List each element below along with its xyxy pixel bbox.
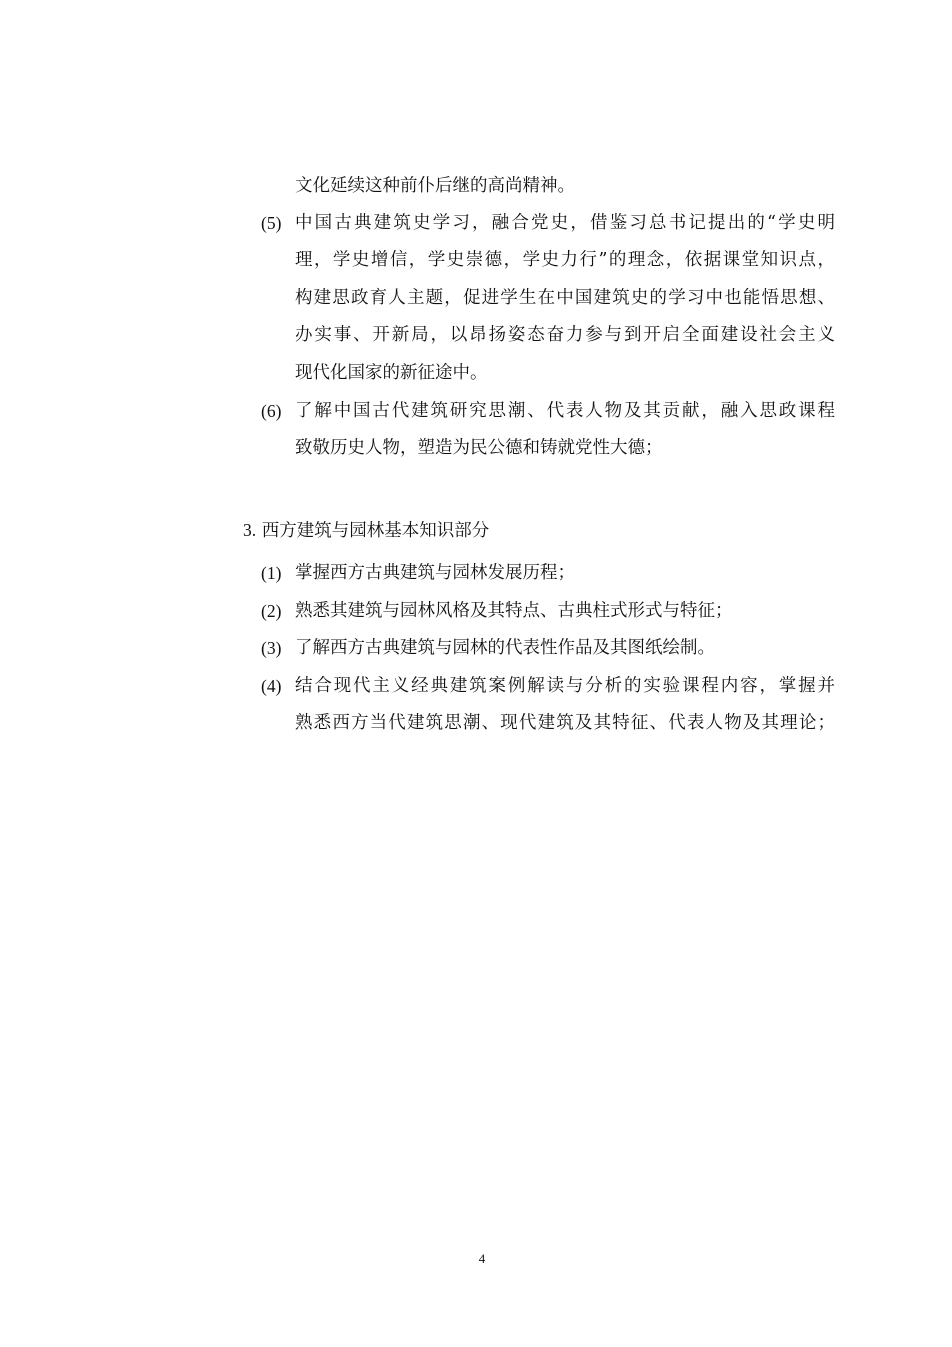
list-item-line: 现代化国家的新征途中。: [295, 363, 488, 383]
section-heading: [243, 518, 489, 543]
list-item-line: 致敬历史人物，塑造为民公德和铸就党性大德；: [295, 438, 663, 458]
list-item-number: (6): [261, 401, 282, 421]
page-number: 4: [478, 1251, 486, 1266]
list-item-number: (4): [261, 676, 282, 696]
list-item-line: 熟悉西方当代建筑思潮、现代建筑及其特征、代表人物及其理论；: [295, 713, 835, 733]
list-item-line: 了解中国古代建筑研究思潮、代表人物及其贡献，融入思政课程: [295, 401, 835, 421]
list-item-line: 理，学史增信，学史崇德，学史力行”的理念，依据课堂知识点，: [295, 250, 835, 270]
list-item-number: (1): [261, 563, 282, 583]
continuation-line: 文化延续这种前仆后继的高尚精神。: [295, 176, 575, 196]
list-item-number: (2): [261, 601, 282, 621]
list-item-line: 结合现代主义经典建筑案例解读与分析的实验课程内容，掌握并: [295, 676, 835, 696]
list-item-line: 了解西方古典建筑与园林的代表性作品及其图纸绘制。: [295, 638, 715, 658]
list-item-number: (3): [261, 638, 282, 658]
list-item-line: 熟悉其建筑与园林风格及其特点、古典柱式形式与特征；: [295, 601, 733, 621]
list-item-line: 中国古典建筑史学习，融合党史，借鉴习总书记提出的“学史明: [295, 213, 835, 233]
section-heading-number: 3.: [243, 520, 257, 540]
list-item-line: 构建思政育人主题，促进学生在中国建筑史的学习中也能悟思想、: [295, 288, 835, 308]
list-item-number: (5): [261, 213, 282, 233]
list-item-line: 办实事、开新局，以昂扬姿态奋力参与到开启全面建设社会主义: [295, 325, 835, 345]
section-heading-title: 西方建筑与园林基本知识部分: [261, 521, 490, 541]
list-item-line: 掌握西方古典建筑与园林发展历程；: [295, 563, 575, 583]
